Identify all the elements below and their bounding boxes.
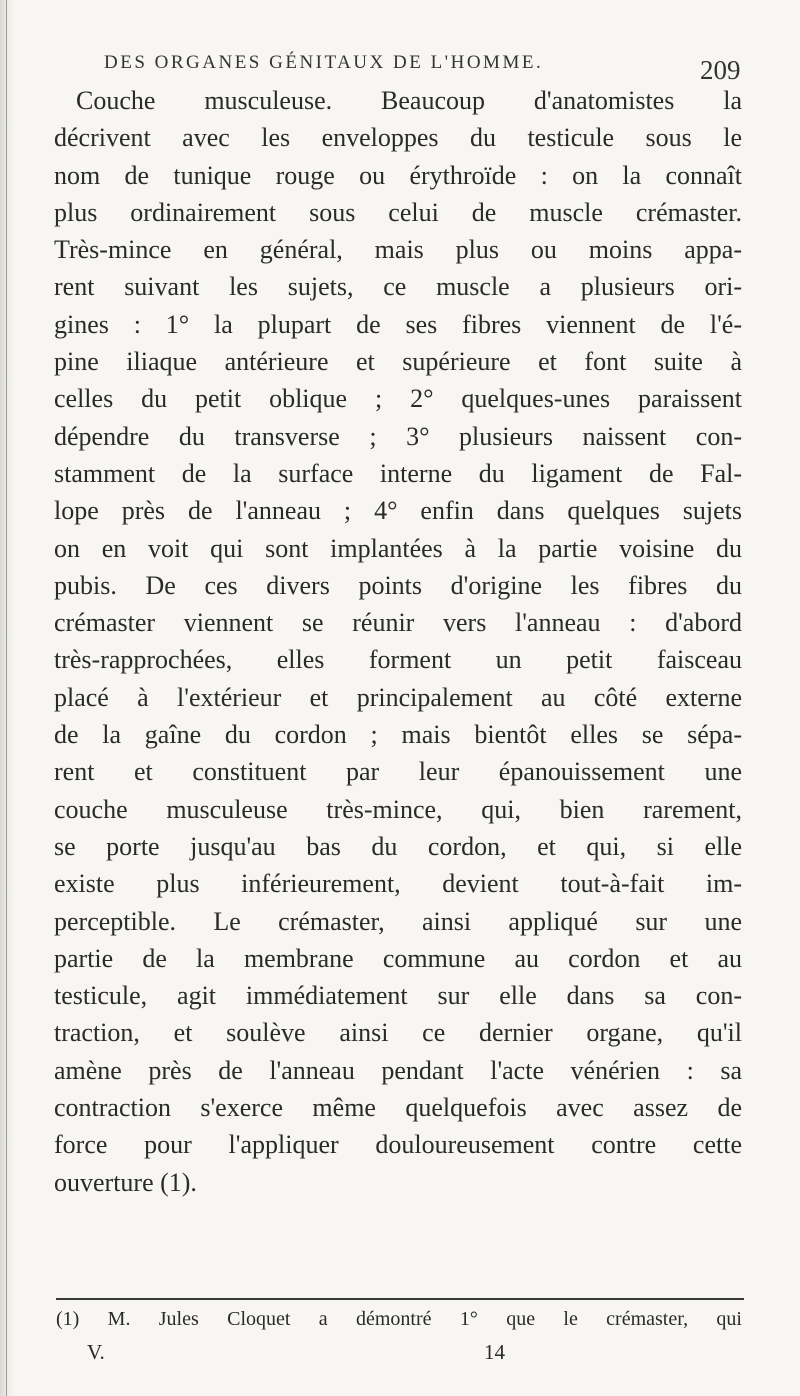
text-line: stamment de la surface interne du ligament de Fal- xyxy=(54,458,742,488)
text-line: pubis. De ces divers points d'origine les fibres du xyxy=(54,570,742,600)
binding-edge-line xyxy=(6,0,7,1396)
text-line: ouverture (1). xyxy=(54,1167,197,1197)
text-line: contraction s'exerce même quelquefois avec assez de xyxy=(54,1093,742,1123)
text-line: perceptible. Le crémaster, ainsi appliqué sur une xyxy=(54,906,742,936)
sheet-signature: 14 xyxy=(484,1340,505,1364)
text-line: couche musculeuse très-mince, qui, bien rarement, xyxy=(54,794,742,824)
text-line: force pour l'appliquer douloureusement contre cette xyxy=(54,1130,742,1160)
text-line: dépendre du transverse ; 3° plusieurs naissent con- xyxy=(54,421,742,451)
footnote-rule xyxy=(56,1298,744,1300)
volume-signature: V. xyxy=(87,1340,105,1364)
text-line: existe plus inférieurement, devient tout-à-fait im- xyxy=(54,869,742,899)
text-line: partie de la membrane commune au cordon et au xyxy=(54,943,742,973)
text-line: de la gaîne du cordon ; mais bientôt elles se sépa- xyxy=(54,720,742,750)
text-line: très-rapprochées, elles forment un petit faisceau xyxy=(54,645,742,675)
body-text xyxy=(54,82,742,1201)
text-line: nom de tunique rouge ou érythroïde : on la connaît xyxy=(54,160,742,190)
text-line: se porte jusqu'au bas du cordon, et qui, si elle xyxy=(54,831,742,861)
text-line: rent et constituent par leur épanouissement une xyxy=(54,757,742,787)
text-line: celles du petit oblique ; 2° quelques-unes paraissent xyxy=(54,384,742,414)
text-line: crémaster viennent se réunir vers l'anneau : d'abord xyxy=(54,608,742,638)
text-line: lope près de l'anneau ; 4° enfin dans quelques sujets xyxy=(54,496,742,526)
text-line: testicule, agit immédiatement sur elle dans sa con- xyxy=(54,981,742,1011)
text-line: Très-mince en général, mais plus ou moins appa- xyxy=(54,235,742,265)
footnote: (1) M. Jules Cloquet a démontré 1° que le crémaster, qui xyxy=(56,1308,742,1330)
text-line: amène près de l'anneau pendant l'acte vénérien : sa xyxy=(54,1055,742,1085)
text-line: plus ordinairement sous celui de muscle crémaster. xyxy=(54,197,742,227)
page-gutter xyxy=(0,0,14,1396)
text-line: gines : 1° la plupart de ses fibres viennent de l'é- xyxy=(54,309,742,339)
text-line: traction, et soulève ainsi ce dernier organe, qu'il xyxy=(54,1018,742,1048)
text-line: décrivent avec les enveloppes du testicule sous le xyxy=(54,123,742,153)
text-line: Couche musculeuse. Beaucoup d'anatomistes la xyxy=(76,86,742,115)
page-number: 209 xyxy=(700,55,741,85)
running-head: DES ORGANES GÉNITAUX DE L'HOMME. xyxy=(104,52,544,73)
text-line: pine iliaque antérieure et supérieure et font suite à xyxy=(54,347,742,377)
text-line: placé à l'extérieur et principalement au côté externe xyxy=(54,682,742,712)
text-line: rent suivant les sujets, ce muscle a plusieurs ori- xyxy=(54,272,742,302)
text-line: on en voit qui sont implantées à la partie voisine du xyxy=(54,533,742,563)
